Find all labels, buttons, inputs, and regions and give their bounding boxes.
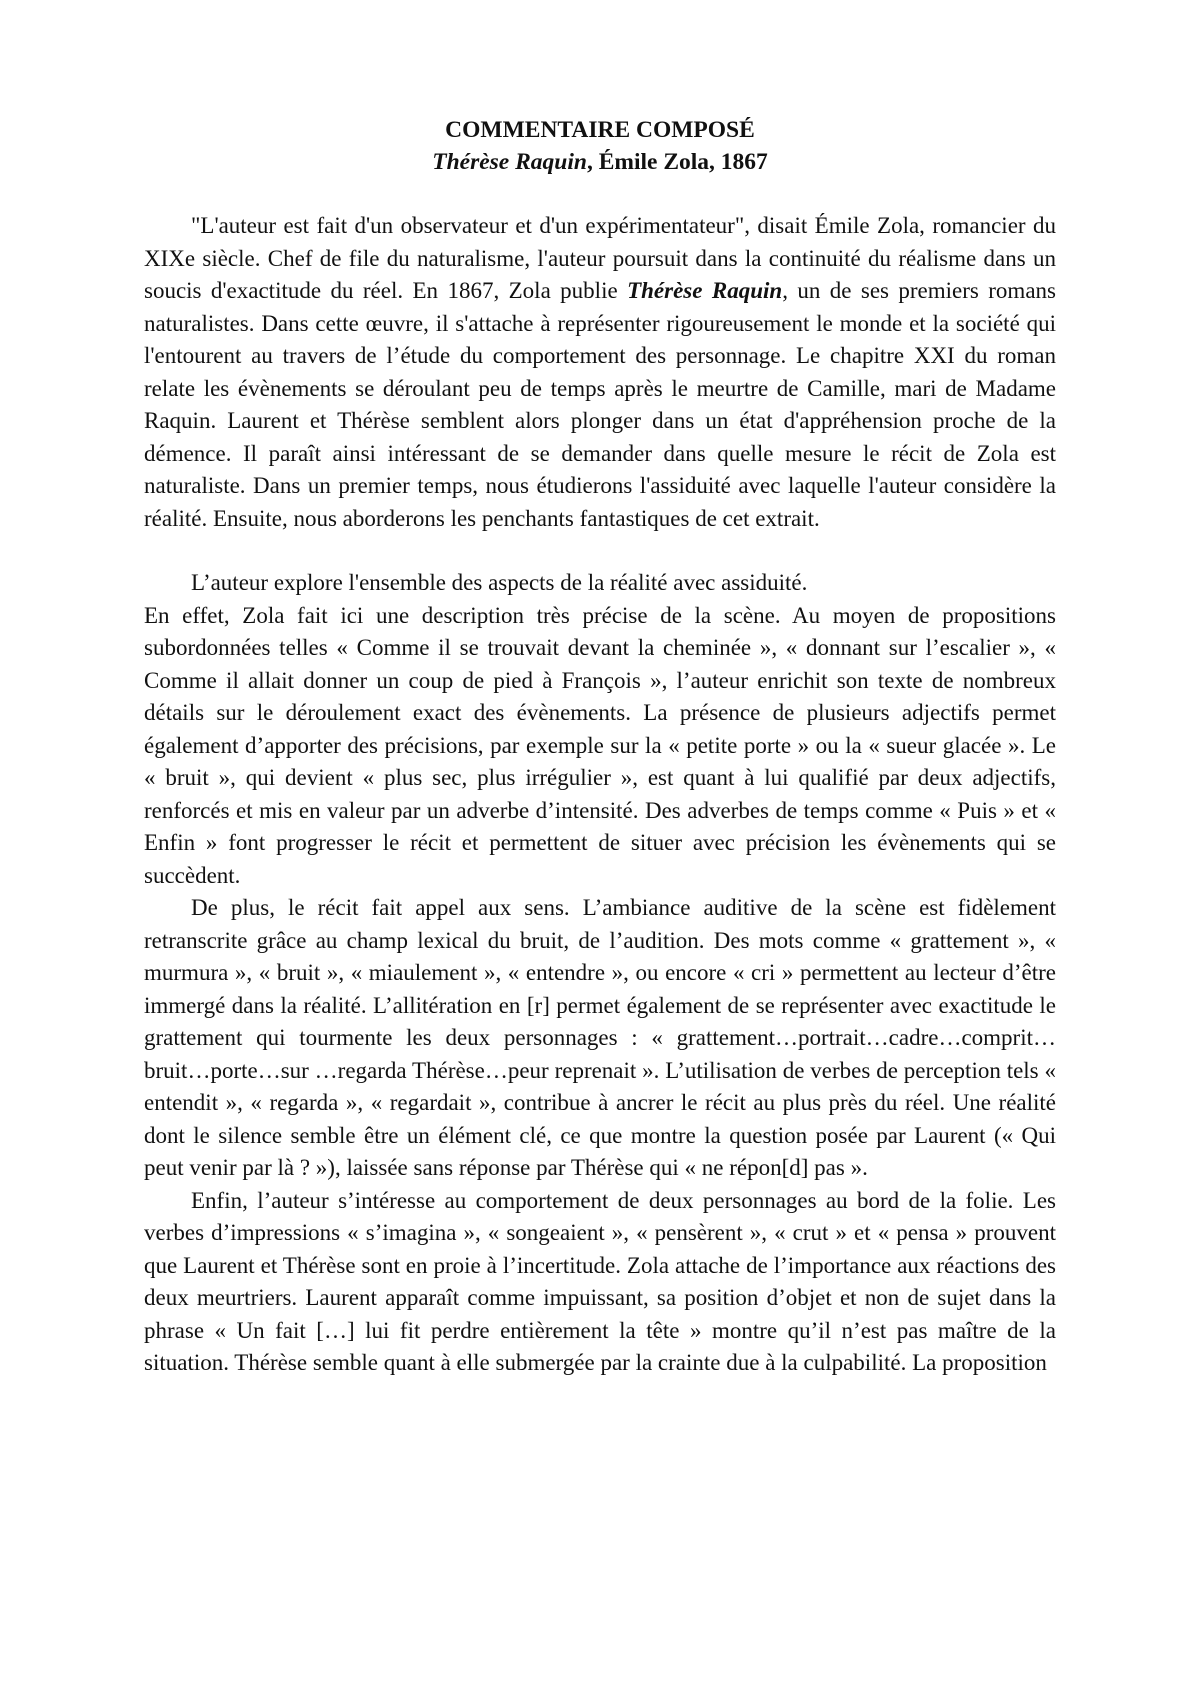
intro-paragraph bbox=[144, 210, 1056, 535]
section1-paragraph-3: Enfin, l’auteur s’intéresse au comportement de deux personnages au bord de la folie. Les verbes d’impressions « s’imagina », « songeaient », « pensèrent », « crut » et « pensa » prouvent que Laurent et Thérèse sont en proie à l’incertitude. Zola attache de l’importance aux réactions des deux meurtriers. Laurent apparaît comme impuissant, sa position d’objet et non de sujet dans la phrase « Un fait […] lui fit perdre entièrement la tête » montre qu’il n’est pas maître de la situation. Thérèse semble quant à elle submergée par la crainte due à la culpabilité. La proposition bbox=[144, 1187, 1056, 1375]
intro-text-part1: "L'auteur est fait d'un observateur et d'un expérimentateur", disait Émile Zola, romancier du XIXe siècle. Chef de file du naturalisme, l'auteur poursuit dans la continuité du réalisme dans un soucis d'exactitude du réel. En 1867, Zola publie bbox=[144, 213, 1056, 303]
paragraph-spacer bbox=[144, 535, 1056, 567]
section1-heading: L’auteur explore l'ensemble des aspects de la réalité avec assiduité. bbox=[191, 570, 808, 595]
document-title: COMMENTAIRE COMPOSÉ bbox=[445, 117, 755, 143]
subtitle-work-title: Thérèse Raquin bbox=[432, 149, 587, 175]
section1-paragraph-2: De plus, le récit fait appel aux sens. L’ambiance auditive de la scène est fidèlement retranscrite grâce au champ lexical du bruit, de l’audition. Des mots comme « grattement », « murmura », « bruit », « miaulement », « entendre », ou encore « cri » permettent au lecteur d’être immergé dans la réalité. L’allitération en [r] permet également de se représenter avec exactitude le grattement qui tourmente les deux personnages : « grattement…portrait…cadre…comprit…bruit…porte…sur …regarda Thérèse…peur reprenait ». L’utilisation de verbes de perception tels « entendit », « regarda », « regardait », contribue à ancrer le récit au plus près du réel. Une réalité dont le silence semble être un élément clé, ce que montre la question posée par Laurent (« Qui peut venir par là ? »), laissée sans réponse par Thérèse qui « ne répon[d] pas ». bbox=[144, 895, 1056, 1180]
document-subtitle bbox=[144, 146, 1056, 178]
intro-text-part2: , un de ses premiers romans naturalistes. Dans cette œuvre, il s'attache à représenter rigoureusement le monde et la société qui l'entourent au travers de l’étude du comportement des personnage. Le chapitre XXI du roman relate les évènements se déroulant peu de temps après le meurtre de Camille, mari de Madame Raquin. Laurent et Thérèse semblent alors plonger dans un état d'appréhension proche de la démence. Il paraît ainsi intéressant de se demander dans quelle mesure le récit de Zola est naturaliste. Dans un premier temps, nous étudierons l'assiduité avec laquelle l'auteur considère la réalité. Ensuite, nous aborderons les penchants fantastiques de cet extrait. bbox=[144, 278, 1056, 531]
subtitle-author-year: , Émile Zola, 1867 bbox=[586, 149, 768, 175]
document-body bbox=[144, 210, 1056, 1380]
title-block bbox=[144, 114, 1056, 178]
intro-work-title: Thérèse Raquin bbox=[627, 278, 783, 303]
section1-paragraph-1: En effet, Zola fait ici une description très précise de la scène. Au moyen de propositions subordonnées telles « Comme il se trouvait devant la cheminée », « donnant sur l’escalier », « Comme il allait donner un coup de pied à François », l’auteur enrichit son texte de nombreux détails sur le déroulement exact des évènements. La présence de plusieurs adjectifs permet également d’apporter des précisions, par exemple sur la « petite porte » ou la « sueur glacée ». Le « bruit », qui devient « plus sec, plus irrégulier », est quant à lui qualifié par deux adjectifs, renforcés et mis en valeur par un adverbe d’intensité. Des adverbes de temps comme « Puis » et « Enfin » font progresser le récit et permettent de situer avec précision les évènements qui se succèdent. bbox=[144, 602, 1056, 888]
